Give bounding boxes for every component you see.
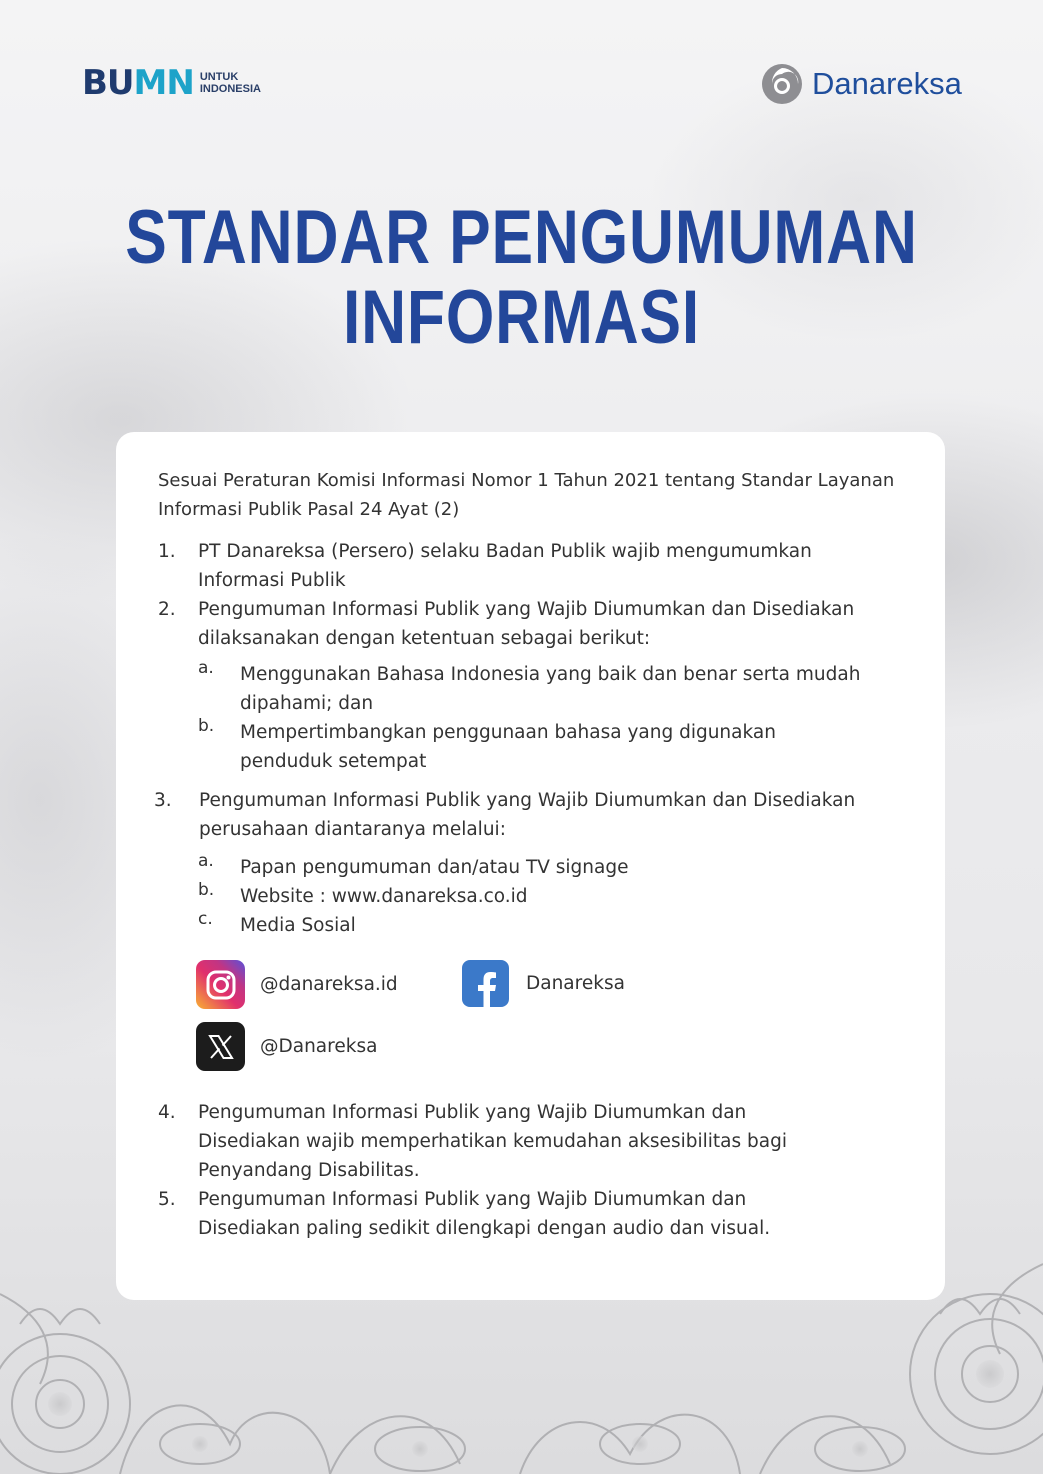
danareksa-swirl-icon <box>760 62 804 106</box>
danareksa-logo <box>760 62 962 106</box>
instagram-handle: @danareksa.id <box>260 974 398 995</box>
content-card: Sesuai Peraturan Komisi Informasi Nomor 1 Tahun 2021 tentang Standar Layanan Informasi Publik Pasal 24 Ayat (2) 1. PT Danareksa (Persero) selaku Badan Publik wajib mengumumkan Informasi Publik 2. Pengumuman Informasi Publik yang Wajib Diumumkan dan Disediakan dilaksanakan dengan ketentuan sebagai berikut: a. Menggunakan Bahasa Indonesia yang baik dan benar serta mudah dipahami; dan b. Mempertimbangkan penggunaan bahasa yang digunakan penduduk setempat 3. Pengumuman Informasi Publik yang Wajib Diumumkan dan Disediakan perusahaan diantaranya melalui: a. Papan pengumuman dan/atau TV signage b. Website : www.danareksa.co.id c. Media Sosial @danareksa.id Danareksa @Danareksa 4. Pengumuman Informasi Publik yang Wajib Diumumkan dan Disediakan wajib memperhatikan kemudahan aksesibilitas bagi Penyandang Disabilitas. 5. Pengumuman Informasi Publik yang Wajib Diumumkan dan Disediakan paling sedikit dilengkapi dengan audio dan visual. <box>116 432 945 1300</box>
intro-text: Sesuai Peraturan Komisi Informasi Nomor 1 Tahun 2021 tentang Standar Layanan Informasi Publik Pasal 24 Ayat (2) <box>158 470 895 520</box>
x-icon <box>196 1022 245 1071</box>
facebook-icon <box>462 960 509 1007</box>
bumn-logo-mark: BUMN <box>82 63 194 103</box>
bumn-logo-tagline: UNTUK INDONESIA <box>199 71 261 95</box>
social-instagram[interactable] <box>196 960 398 1009</box>
page-title: STANDAR PENGUMUMAN INFORMASI <box>125 195 918 360</box>
danareksa-logo-text: Danareksa <box>812 66 962 101</box>
social-facebook[interactable] <box>462 960 625 1007</box>
facebook-handle: Danareksa <box>526 973 625 994</box>
x-handle: @Danareksa <box>260 1036 378 1057</box>
social-x[interactable] <box>196 1022 377 1071</box>
bumn-logo <box>82 63 261 103</box>
instagram-icon <box>196 960 245 1009</box>
